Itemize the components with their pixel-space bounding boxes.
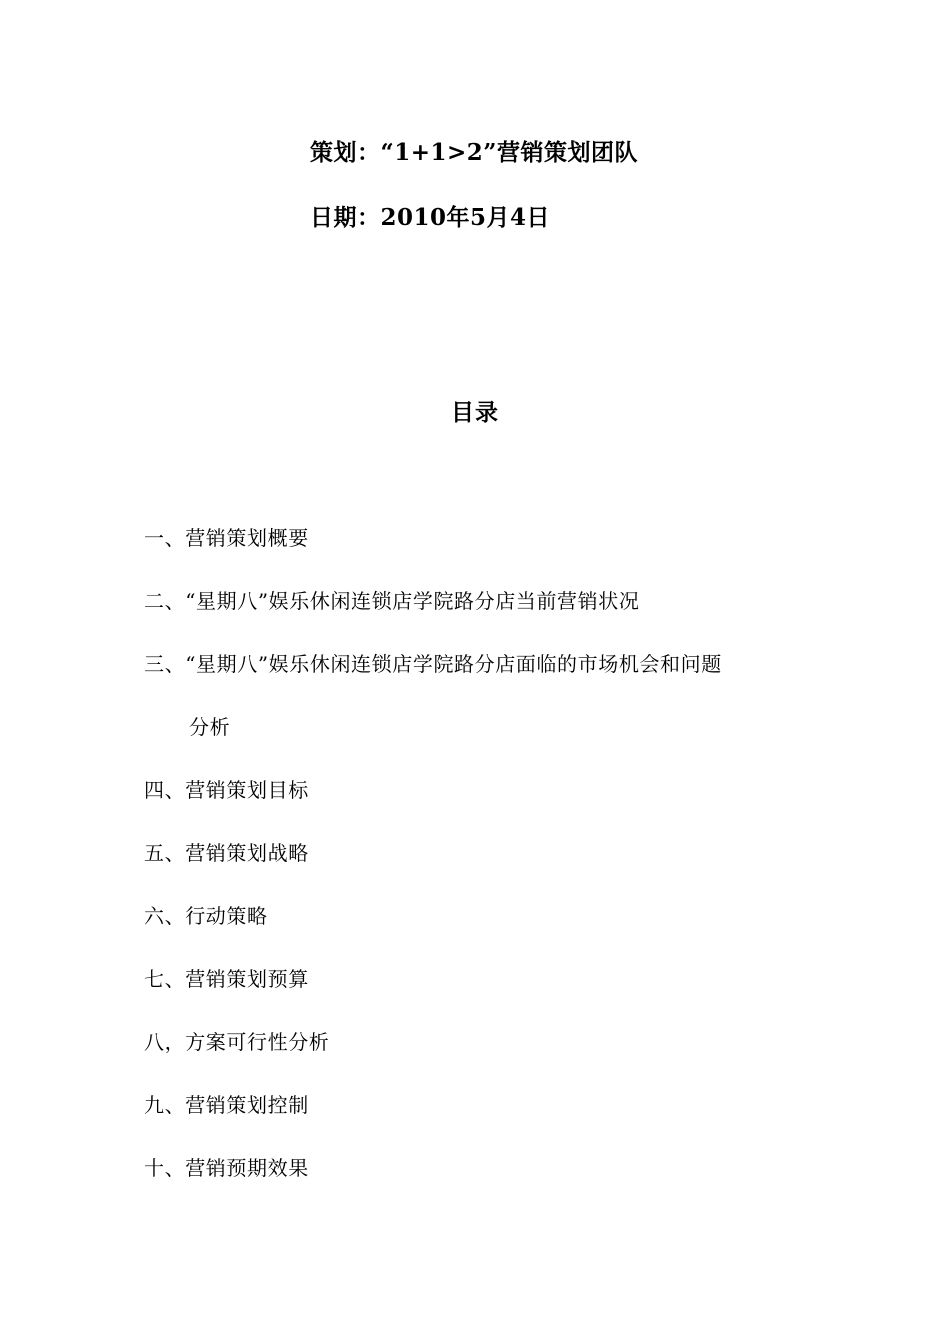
toc-item-8 — [144, 1027, 844, 1058]
toc-item-10 — [144, 1153, 844, 1184]
toc-item-7 — [144, 964, 844, 995]
toc-item-text: 三、“星期八”娱乐休闲连锁店学院路分店面临的市场机会和问题 — [144, 652, 722, 676]
toc-item-continuation: 分析 — [189, 715, 231, 739]
toc-item-9 — [144, 1090, 844, 1121]
toc-item-text: 九、营销策划控制 — [144, 1093, 309, 1117]
toc-item-text: 八，方案可行性分析 — [144, 1030, 330, 1054]
toc-item-1 — [144, 523, 844, 554]
toc-item-text: 四、营销策划目标 — [144, 778, 309, 802]
toc-item-text: 五、营销策划战略 — [144, 841, 309, 865]
toc-item-text: 六、行动策略 — [144, 904, 268, 928]
planner-line: 策划：“1+1>2”营销策划团队 — [310, 139, 639, 166]
toc-item-2 — [144, 586, 844, 617]
date-line: 日期：2010年5月4日 — [310, 204, 551, 231]
toc-item-6 — [144, 901, 844, 932]
toc-item-3 — [144, 649, 844, 743]
toc-item-text: 二、“星期八”娱乐休闲连锁店学院路分店当前营销状况 — [144, 589, 640, 613]
toc-title: 目录 — [451, 399, 499, 426]
toc-item-5 — [144, 838, 844, 869]
toc-item-text: 十、营销预期效果 — [144, 1156, 309, 1180]
toc-list — [144, 523, 844, 1216]
toc-item-text: 一、营销策划概要 — [144, 526, 309, 550]
toc-item-text: 七、营销策划预算 — [144, 967, 309, 991]
toc-item-4 — [144, 775, 844, 806]
